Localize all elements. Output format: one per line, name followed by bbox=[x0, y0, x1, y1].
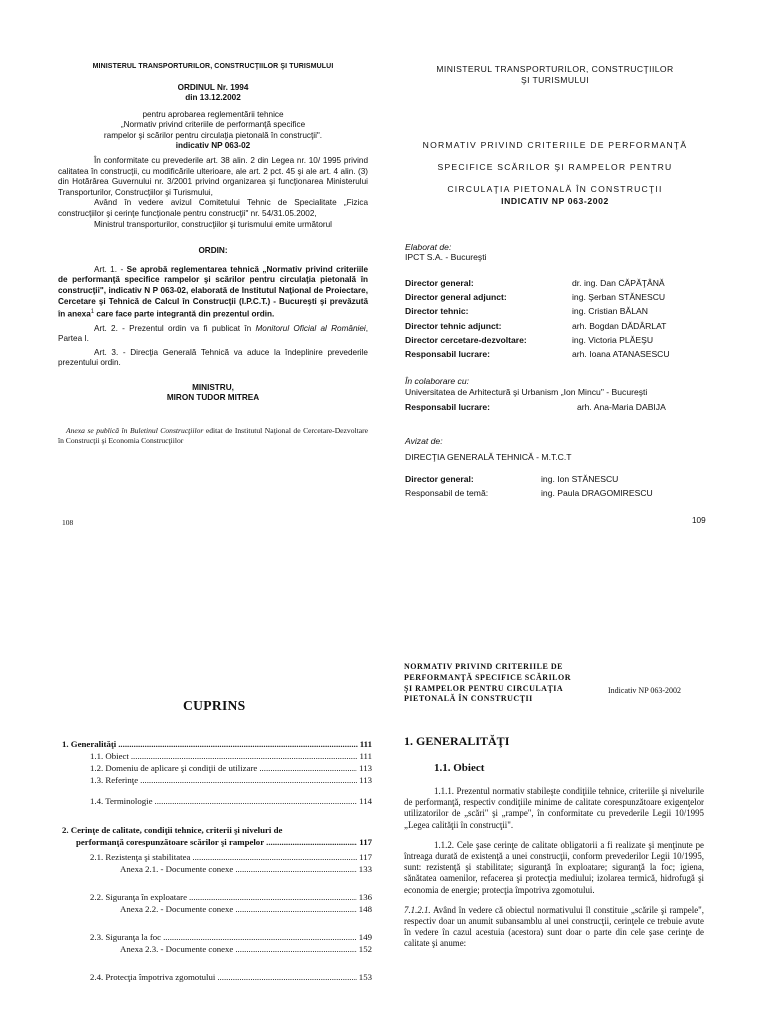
normativ-indicator: INDICATIV NP 063-2002 bbox=[501, 196, 609, 206]
article-2-tail: , Partea I. bbox=[58, 323, 368, 344]
role-row bbox=[405, 304, 725, 318]
toc-page: 111 bbox=[359, 739, 372, 749]
role-title: Director tehnic adjunct: bbox=[405, 320, 502, 331]
minister-name: MIRON TUDOR MITREA bbox=[166, 393, 260, 403]
roles-list bbox=[405, 276, 725, 361]
table-of-contents bbox=[62, 738, 372, 983]
header-indicator: Indicativ NP 063-2002 bbox=[608, 686, 682, 695]
title-line: CIRCULAŢIA PIETONALĂ ÎN CONSTRUCŢII bbox=[447, 184, 663, 194]
toc-leader bbox=[259, 762, 357, 774]
toc-entry[interactable] bbox=[62, 762, 372, 774]
toc-entry[interactable] bbox=[62, 774, 372, 786]
role-title: Director general adjunct: bbox=[405, 292, 507, 303]
toc-label: 2.4. Protecţia împotriva zgomotului bbox=[90, 972, 216, 982]
toc-entry[interactable] bbox=[62, 738, 372, 750]
toc-page: 117 bbox=[359, 852, 372, 862]
toc-group bbox=[62, 891, 372, 915]
role-title: Director general: bbox=[405, 474, 474, 485]
page-number: 108 bbox=[62, 518, 74, 527]
role-row bbox=[405, 319, 725, 333]
toc-label: Anexa 2.1. - Documente conexe bbox=[120, 864, 234, 874]
section-heading: 1.1. Obiect bbox=[434, 762, 485, 774]
toc-title: CUPRINS bbox=[183, 698, 246, 713]
role-person: arh. Bogdan DĂDÂRLAT bbox=[572, 320, 667, 331]
avizat-roles bbox=[405, 472, 725, 500]
role-person: ing. Ion STĂNESCU bbox=[541, 474, 619, 485]
order-date: din 13.12.2002 bbox=[185, 93, 241, 103]
toc-leader bbox=[217, 971, 356, 983]
toc-page: 136 bbox=[358, 892, 372, 902]
role-row bbox=[405, 472, 725, 486]
toc-page: 152 bbox=[358, 944, 372, 954]
role-row bbox=[405, 347, 725, 361]
order-indicator: indicativ NP 063-02 bbox=[175, 141, 251, 151]
toc-section-2[interactable] bbox=[62, 824, 372, 848]
purpose-line: „Normativ privind criteriile de performanţă specifice bbox=[120, 120, 306, 130]
toc-entry[interactable] bbox=[62, 891, 372, 903]
toc-leader bbox=[235, 903, 356, 915]
running-header bbox=[404, 662, 614, 705]
article-2 bbox=[58, 324, 368, 345]
header-line: PERFORMANŢĂ SPECIFICE SCĂRILOR bbox=[404, 672, 572, 682]
toc-group bbox=[62, 971, 372, 983]
page-108 bbox=[58, 62, 368, 445]
toc-group bbox=[62, 738, 372, 786]
toc-entry[interactable] bbox=[62, 863, 372, 875]
toc-entry[interactable] bbox=[62, 931, 372, 943]
toc-group bbox=[62, 795, 372, 807]
toc-group bbox=[62, 851, 372, 875]
toc-section-2-line1: 2. Cerinţe de calitate, condiţii tehnice, criterii şi niveluri de bbox=[62, 825, 283, 835]
toc-entry[interactable] bbox=[62, 750, 372, 762]
role-row bbox=[405, 400, 725, 414]
role-person: arh. Ana-Maria DABIJA bbox=[577, 402, 666, 413]
legal-basis-paragraph: În conformitate cu prevederile art. 38 alin. 2 din Legea nr. 10/ 1995 privind calitatea în construcţii, cu modificările ulterioare, ale art. 2 pct. 45 şi ale art. 4 alin. (3) din Hotărârea Guvernului nr. 3/2001 privind organizarea şi funcţionarea Ministerului Transporturilor, Construcţiilor şi Turismului, bbox=[58, 156, 368, 197]
toc-label: performanţă corespunzătoare scărilor şi rampelor bbox=[76, 837, 265, 847]
issuer-line: Ministrul transporturilor, construcţiilor şi turismului emite următorul bbox=[94, 219, 332, 229]
opinion-paragraph: Având în vedere avizul Comitetului Tehnic de Specialitate „Fizica construcţiilor şi cerinţe funcţionale pentru construcţii" nr. 54/31.05.2002, bbox=[58, 198, 368, 219]
chapter-heading: 1. GENERALITĂŢI bbox=[404, 734, 510, 748]
ordin-heading: ORDIN: bbox=[198, 246, 228, 256]
toc-leader bbox=[189, 891, 357, 903]
toc-label: Anexa 2.2. - Documente conexe bbox=[120, 904, 234, 914]
avizat-block bbox=[405, 436, 572, 462]
role-title: Responsabil de temă: bbox=[405, 488, 489, 499]
toc-leader bbox=[192, 851, 357, 863]
role-title: Director tehnic: bbox=[405, 306, 469, 317]
toc-entry[interactable] bbox=[62, 795, 372, 807]
paragraph: 1.1.1. Prezentul normativ stabileşte condiţiile tehnice, criteriile şi nivelurile de performanţă, respectiv condiţiile minime de calitate corespunzătoare exigenţelor utilizatorilor de „scări" şi „rampe", în conformitate cu prevederile Legii 10/1995 „Legea calităţii în construcţii". bbox=[404, 786, 704, 830]
toc-leader bbox=[163, 931, 357, 943]
colab-org: Universitatea de Arhitectură şi Urbanism „Ion Mincu" - Bucureşti bbox=[405, 386, 648, 397]
toc-label: Anexa 2.3. - Documente conexe bbox=[120, 944, 234, 954]
article-2-text: Art. 2. - Prezentul ordin va fi publicat în bbox=[94, 323, 256, 333]
toc-page: 113 bbox=[359, 763, 372, 773]
toc-leader bbox=[266, 836, 357, 848]
toc-label: 1.4. Terminologie bbox=[90, 796, 153, 806]
role-row bbox=[405, 276, 725, 290]
toc-entry[interactable] bbox=[62, 971, 372, 983]
paragraph bbox=[404, 905, 704, 950]
article-1 bbox=[58, 265, 368, 321]
page-number: 109 bbox=[692, 516, 706, 525]
toc-page: 149 bbox=[358, 932, 372, 942]
toc-leader bbox=[155, 795, 358, 807]
toc-leader bbox=[235, 863, 356, 875]
article-1-tail: care face parte integrantă din prezentul ordin. bbox=[94, 309, 275, 319]
elaborat-label bbox=[405, 242, 487, 262]
toc-label: 1.2. Domeniu de aplicare şi condiţii de utilizare bbox=[90, 763, 258, 773]
avizat-org: DIRECŢIA GENERALĂ TEHNICĂ - M.T.C.T bbox=[405, 452, 572, 462]
ministry-heading bbox=[404, 64, 706, 85]
article-2-italic: Monitorul Oficial al României bbox=[255, 323, 366, 333]
toc-entry[interactable] bbox=[62, 851, 372, 863]
ministry-heading: MINISTERUL TRANSPORTURILOR, CONSTRUCŢIILOR ŞI TURISMULUI bbox=[92, 63, 334, 70]
role-title: Director general: bbox=[405, 278, 474, 289]
title-line: NORMATIV PRIVIND CRITERIILE DE PERFORMANŢĂ bbox=[422, 140, 688, 150]
article-3: Art. 3. - Direcţia Generală Tehnică va aduce la îndeplinire prevederile prezentului ordin. bbox=[58, 347, 368, 368]
toc-label: 2.1. Rezistenţa şi stabilitatea bbox=[90, 852, 191, 862]
order-number: ORDINUL Nr. 1994 bbox=[177, 82, 249, 92]
clause-number: 7.1.2.1. bbox=[404, 904, 431, 915]
toc-page: 148 bbox=[358, 904, 372, 914]
colab-label: În colaborare cu: bbox=[405, 376, 470, 386]
header-line: NORMATIV PRIVIND CRITERIILE DE bbox=[404, 662, 563, 671]
toc-page: 111 bbox=[359, 751, 372, 761]
toc-leader bbox=[235, 943, 356, 955]
role-row bbox=[405, 486, 725, 500]
paragraph: 1.1.2. Cele şase cerinţe de calitate obligatorii a fi realizate şi menţinute pe întreaga durată de existenţă a unei construcţii, conform prevederilor Legii 10/1995, sunt: rezistenţă şi stabilitate; siguranţă în exploatare; siguranţă la foc; igiena, sănătatea oamenilor, refacerea şi protecţia mediului; izolarea termică, hidrofugă şi economia de energie; protecţia împotriva zgomotului. bbox=[404, 839, 704, 895]
role-row bbox=[405, 333, 725, 347]
footnote-marker: 1 bbox=[90, 309, 95, 316]
role-person: ing. Paula DRAGOMIRESCU bbox=[541, 488, 653, 499]
article-1-text: Se aprobă reglementarea tehnică „Normativ privind criteriile de performanţă specifice rampelor şi scărilor pentru circulaţia pietonală în construcţii", indicativ N P 063-02, elaborată de Institutul Naţional de Proiectare, Cercetare şi Tehnică de Calcul în Construcţii (I.P.C.T.) - Bucureşti şi prevăzută în anexa bbox=[58, 264, 368, 319]
clause-text: Având în vedere că obiectul normativului îl constituie „scările şi rampele", respectiv doar un anumit subansamblu al unei construcţii, cerinţele ce trebuie avute în vedere în cazul acestuia (acestora) sunt doar o parte din cele şase cerinţe de calitate şi anume: bbox=[404, 904, 704, 949]
footnote bbox=[58, 426, 368, 445]
toc-page: 114 bbox=[359, 796, 372, 806]
toc-label: 1. Generalităţi bbox=[62, 739, 117, 749]
role-person: arh. Ioana ATANASESCU bbox=[572, 349, 670, 360]
ministry-line: ŞI TURISMULUI bbox=[520, 74, 590, 85]
role-row bbox=[405, 290, 725, 304]
toc-entry[interactable] bbox=[62, 943, 372, 955]
role-person: ing. Victoria PLĂEŞU bbox=[572, 334, 654, 345]
toc-group bbox=[62, 931, 372, 955]
toc-entry[interactable] bbox=[62, 903, 372, 915]
toc-entry bbox=[62, 836, 372, 848]
colab-roles bbox=[405, 400, 725, 414]
toc-label: 1.3. Referinţe bbox=[90, 775, 139, 785]
toc-label: 2.3. Siguranţa la foc bbox=[90, 932, 162, 942]
purpose-line: pentru aprobarea reglementării tehnice bbox=[142, 109, 284, 119]
toc-page: 153 bbox=[358, 972, 372, 982]
role-title: Responsabil lucrare: bbox=[405, 402, 491, 413]
role-title: Director cercetare-dezvoltare: bbox=[405, 334, 527, 345]
body-text bbox=[404, 786, 704, 950]
footnote-text-2: editat de Institutul Naţional de Cercetare-Dezvoltare în Construcţii şi Economia Construcţiilor bbox=[58, 426, 369, 445]
header-line: ŞI RAMPELOR PENTRU CIRCULAŢIA bbox=[404, 683, 564, 693]
toc-leader bbox=[140, 774, 357, 786]
role-title: Responsabil lucrare: bbox=[405, 349, 491, 360]
footnote-italic: Buletinul Construcţiilor bbox=[129, 426, 204, 436]
toc-label: 2.2. Siguranţa în exploatare bbox=[90, 892, 187, 902]
toc-page: 113 bbox=[359, 775, 372, 785]
title-line: SPECIFICE SCĂRILOR ŞI RAMPELOR PENTRU bbox=[437, 162, 673, 172]
minister-title: MINISTRU, bbox=[192, 382, 234, 392]
toc-label: 1.1. Obiect bbox=[90, 751, 129, 761]
toc-leader bbox=[131, 750, 358, 762]
collaboration-block bbox=[405, 376, 647, 397]
ministry-line: MINISTERUL TRANSPORTURILOR, CONSTRUCŢIILOR bbox=[436, 64, 674, 74]
toc-leader bbox=[118, 738, 358, 750]
normativ-title bbox=[404, 134, 706, 200]
footnote-text: Anexa se publică în bbox=[66, 426, 130, 436]
avizat-label: Avizat de: bbox=[405, 436, 443, 446]
role-person: dr. ing. Dan CĂPĂŢÂNĂ bbox=[572, 278, 665, 289]
role-person: ing. Şerban STĂNESCU bbox=[572, 292, 666, 303]
role-person: ing. Cristian BĂLAN bbox=[572, 306, 648, 317]
article-1-prefix: Art. 1. - bbox=[94, 264, 127, 274]
header-line: PIETONALĂ ÎN CONSTRUCŢII bbox=[404, 694, 533, 704]
purpose-line: rampelor şi scărilor pentru circulaţia pietonală în construcţii". bbox=[103, 130, 323, 140]
elaborat-label-text: Elaborat de: bbox=[405, 242, 452, 252]
toc-page: 117 bbox=[359, 837, 372, 847]
elaborat-org: IPCT S.A. - Bucureşti bbox=[405, 252, 487, 262]
toc-page: 133 bbox=[358, 864, 372, 874]
